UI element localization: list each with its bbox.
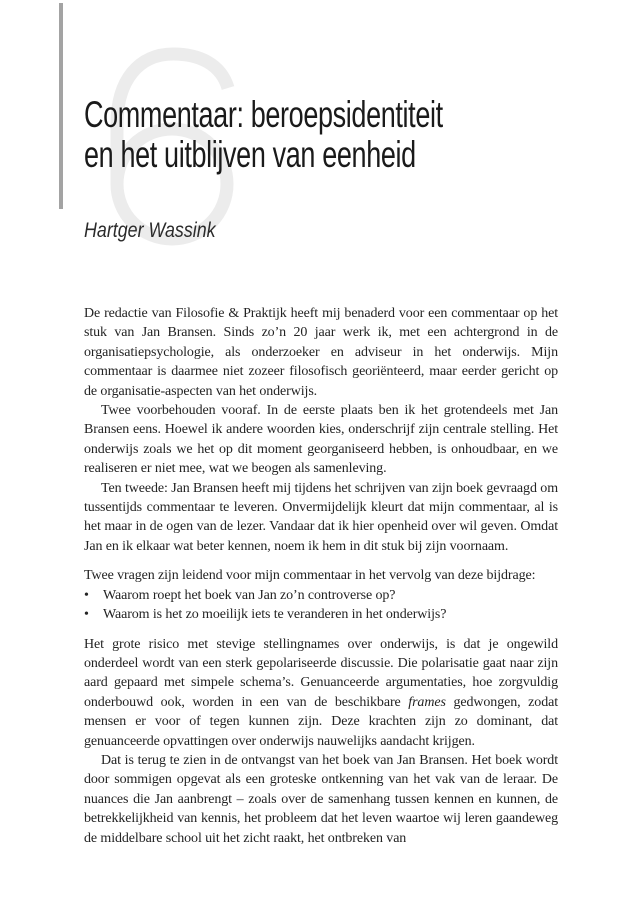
bullet-icon: • xyxy=(84,607,89,623)
author-name: Hartger Wassink xyxy=(84,219,216,242)
paragraph-polarisation-text-after: gedwongen, zodat mensen er voor of tegen kunnen zijn. Deze krachten zijn zo dominant, dat genuanceerde opvattingen over onderwijs nauwelijks aandacht krijgen. xyxy=(84,694,558,749)
paragraph-reception: Dat is terug te zien in de ontvangst van het boek van Jan Bransen. Het boek wordt door sommigen opgevat als een groteske ontkenning van het vak van de leraar. De nuances die Jan aanbrengt – zoals over de samenhang tussen kennen en kunnen, de betrekkelijkheid van kennis, het probleem dat het leven waartoe wij leren gaandeweg de middelbare school uit het zicht raakt, het ontbreken van xyxy=(84,752,558,846)
bullet-icon: • xyxy=(84,587,89,603)
bullet-item-2 xyxy=(84,605,558,624)
paragraph-polarisation-italic-frames: frames xyxy=(408,694,446,710)
paragraph-polarisation xyxy=(84,635,558,751)
paragraph-polarisation-text-before: Het grote risico met stevige stellingnames over onderwijs, is dat je ongewild onderdeel wordt van een sterk gepolariseerde discussie. Die polarisatie gaat naar zijn aard gepaard met simpele schema’s. Genuanceerde argumentaties, hoe zorgvuldig onderbouwd ook, worden in een van de beschikbare xyxy=(84,636,558,710)
article-body xyxy=(84,304,558,848)
chapter-rule xyxy=(59,3,63,209)
page-title-line-1: Commentaar: beroepsidentiteit xyxy=(84,94,443,135)
paragraph-intro: De redactie van Filosofie & Praktijk heeft mij benaderd voor een commentaar op het stuk van Jan Bransen. Sinds zo’n 20 jaar werk ik, met een achtergrond in de organisatiepsychologie, als onderzoeker en adviseur in het onderwijs. Mijn commentaar is daarmee niet zozeer filosofisch georiënteerd, maar eerder gericht op de organisatie-aspecten van het onderwijs. xyxy=(84,306,558,399)
page-title xyxy=(84,95,443,175)
bullet-item-2-text: Waarom is het zo moeilijk iets te veranderen in het onderwijs? xyxy=(103,607,447,623)
bullet-item-1 xyxy=(84,586,558,605)
questions-intro: Twee vragen zijn leidend voor mijn commentaar in het vervolg van deze bijdrage: xyxy=(84,568,536,584)
paragraph-second-caveat: Ten tweede: Jan Bransen heeft mij tijdens het schrijven van zijn boek gevraagd om tussentijds commentaar te leveren. Onvermijdelijk kleurt dat mijn commentaar, al is het maar in de ogen van de lezer. Vandaar dat ik hier openheid over wil geven. Omdat Jan en ik elkaar wat beter kennen, noem ik hem in dit stuk bij zijn voornaam. xyxy=(84,480,558,554)
bullet-item-1-text: Waarom roept het boek van Jan zo’n controverse op? xyxy=(103,587,396,603)
paragraph-first-caveat: Twee voorbehouden vooraf. In de eerste plaats ben ik het grotendeels met Jan Bransen eens. Hoewel ik andere woorden kies, onderschrijf zijn centrale stelling. Het onderwijs zoals we het op dit moment georganiseerd hebben, is onhoudbaar, en we realiseren er niet mee, wat we beogen als samenleving. xyxy=(84,403,558,477)
page-title-line-2: en het uitblijven van eenheid xyxy=(84,134,416,175)
